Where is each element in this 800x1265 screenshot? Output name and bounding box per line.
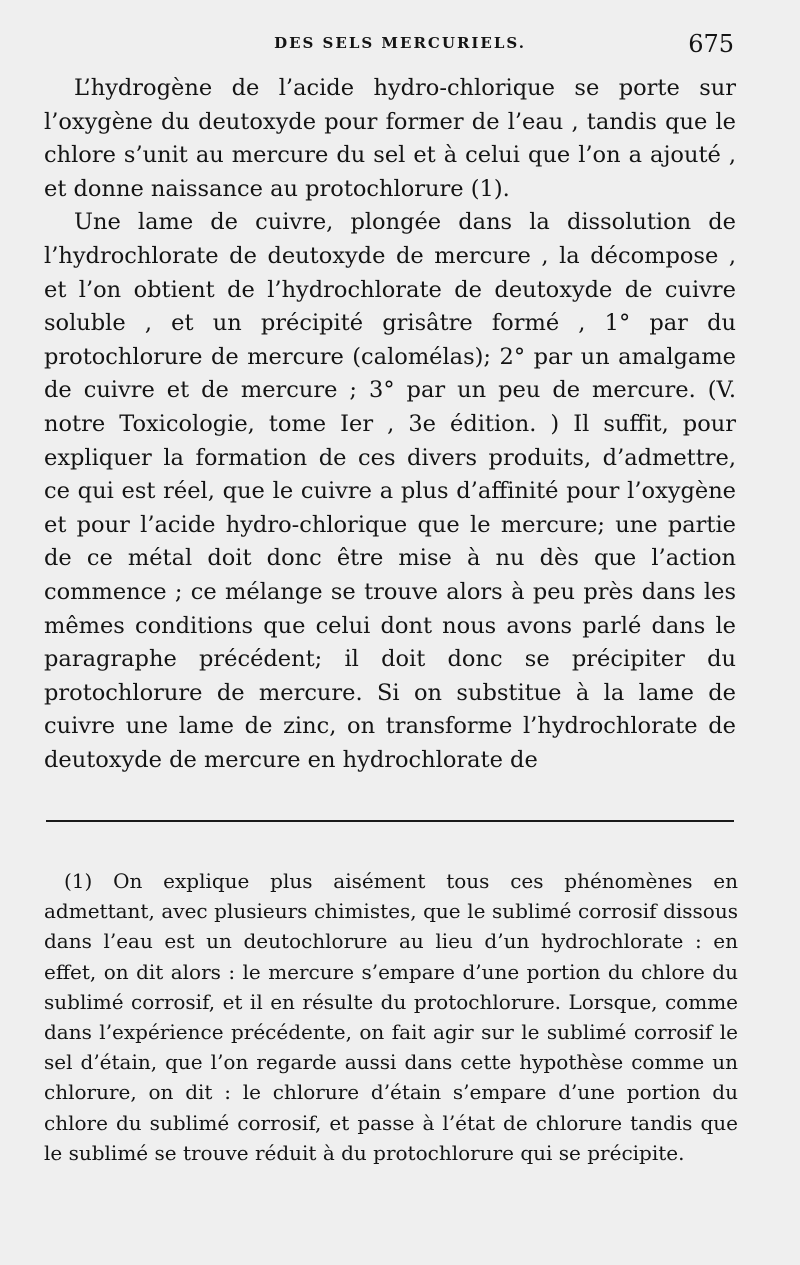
main-text <box>44 72 736 777</box>
page-number: 675 <box>688 30 734 58</box>
footnote-separator <box>46 820 734 822</box>
footnote-text: (1) On explique plus aisément tous ces phénomènes en admettant, avec plusieurs chimistes, que le sublimé corrosif dissous dans l’eau est un deutochlorure au lieu d’un hydrochlorate : en effet, on dit alors : le mercure s’empare d’une portion du chlore du sublimé corrosif, et il en résulte du protochlorure. Lorsque, comme dans l’expérience précédente, on fait agir sur le sublimé corrosif le sel d’étain, que l’on regarde aussi dans cette hypothèse comme un chlorure, on dit : le chlorure d’étain s’empare d’une portion du chlore du sublimé corrosif, et passe à l’état de chlorure tandis que le sublimé se trouve réduit à du protochlorure qui se précipite. <box>44 869 738 1165</box>
running-title: DES SELS MERCURIELS. <box>274 34 526 52</box>
paragraph: Une lame de cuivre, plongée dans la dissolution de l’hydrochlorate de deutoxyde de mercure , la décompose , et l’on obtient de l’hydrochlorate de deutoxyde de cuivre soluble , et un précipité grisâtre formé , 1° par du protochlorure de mercure (calomélas); 2° par un amalgame de cuivre et de mercure ; 3° par un peu de mercure. (V. notre Toxicologie, tome Ier , 3e édition. ) Il suffit, pour expliquer la formation de ces divers produits, d’admettre, ce qui est réel, que le cuivre a plus d’affinité pour l’oxygène et pour l’acide hydro-chlorique que le mercure; une partie de ce métal doit donc être mise à nu dès que l’action commence ; ce mélange se trouve alors à peu près dans les mêmes conditions que celui dont nous avons parlé dans le paragraphe précédent; il doit donc se précipiter du protochlorure de mercure. Si on substitue à la lame de cuivre une lame de zinc, on transforme l’hydrochlorate de deutoxyde de mercure en hydrochlorate de <box>44 209 736 773</box>
paragraph: L’hydrogène de l’acide hydro-chlorique se porte sur l’oxygène du deutoxyde pour former de l’eau , tandis que le chlore s’unit au mercure du sel et à celui que l’on a ajouté , et donne naissance au protochlorure (1). <box>44 75 736 202</box>
footnote <box>44 866 738 1168</box>
